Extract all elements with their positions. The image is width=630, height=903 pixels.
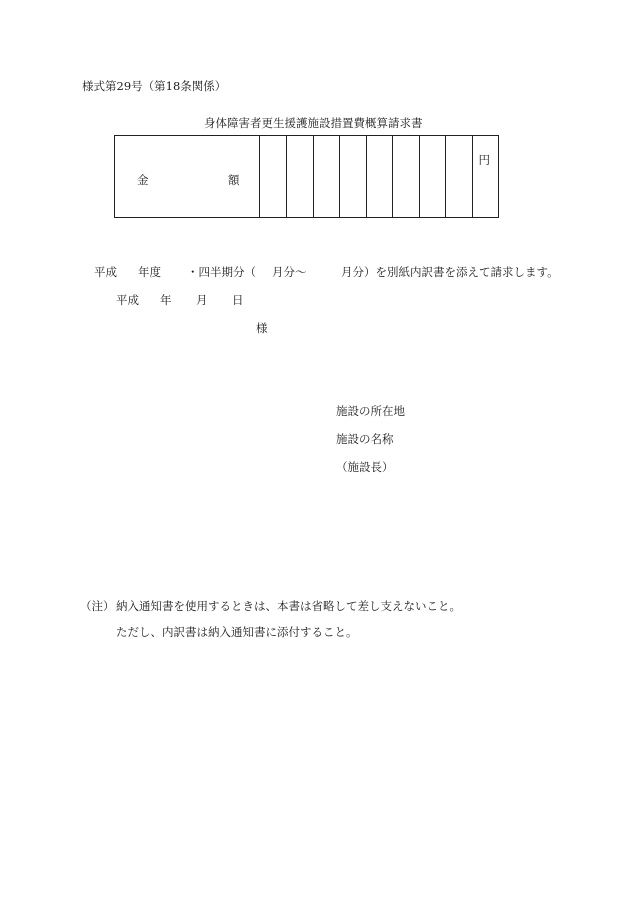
date-day: 日 bbox=[232, 293, 244, 307]
request-quarter: ・四半期分（ bbox=[187, 265, 256, 279]
digit-cell[interactable] bbox=[339, 136, 366, 217]
request-month-to: 月分）を別紙内訳書を添えて請求します。 bbox=[341, 265, 559, 279]
request-year: 年度 bbox=[138, 265, 161, 279]
date-month: 月 bbox=[196, 293, 208, 307]
request-era: 平成 bbox=[94, 265, 117, 279]
amount-label-cell bbox=[115, 136, 259, 217]
notes-line-1: 納入通知書を使用するときは、本書は省略して差し支えないこと。 bbox=[116, 599, 461, 613]
digit-cell[interactable] bbox=[313, 136, 339, 217]
yen-mark: 円 bbox=[478, 153, 490, 167]
amount-label-gaku: 額 bbox=[228, 173, 240, 187]
addressee-honorific: 様 bbox=[256, 321, 268, 335]
notes-label: （注） bbox=[80, 599, 115, 613]
notes-line-2: ただし、内訳書は納入通知書に添付すること。 bbox=[116, 625, 358, 639]
digit-cell[interactable] bbox=[259, 136, 286, 217]
amount-table bbox=[114, 135, 499, 218]
digit-cell[interactable] bbox=[445, 136, 472, 217]
digit-cell[interactable] bbox=[419, 136, 445, 217]
digit-cell[interactable] bbox=[392, 136, 419, 217]
document-title: 身体障害者更生援護施設措置費概算請求書 bbox=[204, 116, 423, 130]
request-month-from: 月分～ bbox=[272, 265, 307, 279]
digit-cell[interactable] bbox=[286, 136, 313, 217]
date-year: 年 bbox=[160, 293, 172, 307]
facility-location: 施設の所在地 bbox=[336, 404, 405, 418]
facility-head: （施設長） bbox=[336, 460, 394, 474]
digit-cell-yen[interactable] bbox=[472, 136, 498, 217]
digit-cell[interactable] bbox=[366, 136, 392, 217]
date-era: 平成 bbox=[116, 293, 139, 307]
amount-label-kin: 金 bbox=[137, 173, 149, 187]
facility-name: 施設の名称 bbox=[336, 432, 394, 446]
form-number: 様式第29号（第18条関係） bbox=[82, 79, 227, 93]
